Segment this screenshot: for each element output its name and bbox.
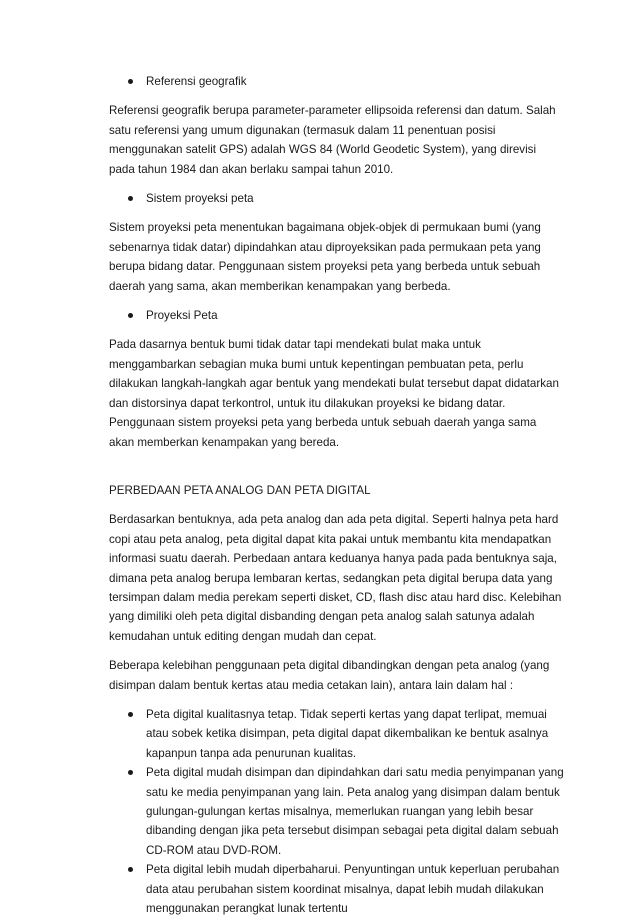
paragraph-sistem-proyeksi: Sistem proyeksi peta menentukan bagaimana objek-objek di permukaan bumi (yang sebenarnya tidak datar) dipindahkan atau diproyeksikan pada permukaan peta yang berupa bidang datar. Penggunaan sistem proyeksi peta yang berbeda untuk sebuah daerah yang sama, akan memberikan kenampakan yang berbeda. <box>109 221 541 293</box>
paragraph-proyeksi-peta: Pada dasarnya bentuk bumi tidak datar tapi mendekati bulat maka untuk menggambarkan sebagian muka bumi untuk kepentingan pembuatan peta, perlu dilakukan langkah-langkah agar bentuk yang mendekati bulat tersebut dapat didatarkan dan distorsinya dapat terkontrol, untuk itu dilakukan proyeksi ke bidang datar. Penggunaan sistem proyeksi peta yang berbeda untuk sebuah daerah yanga sama akan memberkan kenampakan yang bereda. <box>109 338 559 449</box>
paragraph-bentuk-peta: Berdasarkan bentuknya, ada peta analog dan ada peta digital. Seperti halnya peta hard copi atau peta analog, peta digital dapat kita pakai untuk membantu kita mendapatkan informasi suatu daerah. Perbedaan antara keduanya hanya pada pada bentuknya saja, dimana peta analog berupa lembaran kertas, sedangkan peta digital berupa data yang tersimpan dalam media perekam seperti disket, CD, flash disc atau hard disc. Kelebihan yang dimiliki oleh peta digital disbanding dengan peta analog salah satunya adalah kemudahan untuk editing dengan mudah dan cepat. <box>109 513 562 643</box>
paragraph-kelebihan-intro: Beberapa kelebihan penggunaan peta digital dibandingkan dengan peta analog (yang disimpan dalam bentuk kertas atau media cetakan lain), antara lain dalam hal : <box>109 659 550 692</box>
document-page <box>109 72 564 918</box>
bullet-heading-proyeksi-peta: Proyeksi Peta <box>109 306 564 325</box>
bullet-heading-referensi-geografik: Referensi geografik <box>109 72 564 91</box>
paragraph-referensi-geografik: Referensi geografik berupa parameter-parameter ellipsoida referensi dan datum. Salah satu referensi yang umum digunakan (termasuk dalam 11 penentuan posisi menggunakan satelit GPS) adalah WGS 84 (World Geodetic System), yang direvisi pada tahun 1984 dan akan berlaku sampai tahun 2010. <box>109 104 556 176</box>
advantages-list <box>109 705 564 918</box>
list-item: Peta digital kualitasnya tetap. Tidak seperti kertas yang dapat terlipat, memuai atau sobek ketika disimpan, peta digital dapat dikembalikan ke bentuk asalnya kapanpun tanpa ada penurunan kualitas. <box>109 705 564 763</box>
list-item: Peta digital mudah disimpan dan dipindahkan dari satu media penyimpanan yang satu ke media penyimpanan yang lain. Peta analog yang disimpan dalam bentuk gulungan-gulungan kertas misalnya, memerlukan ruangan yang lebih besar dibanding dengan jika peta tersebut disimpan sebagai peta digital dalam sebuah CD-ROM atau DVD-ROM. <box>109 763 564 860</box>
bullet-heading-sistem-proyeksi: Sistem proyeksi peta <box>109 189 564 208</box>
list-item: Peta digital lebih mudah diperbaharui. Penyuntingan untuk keperluan perubahan data atau perubahan sistem koordinat misalnya, dapat lebih mudah dilakukan menggunakan perangkat lunak tertentu <box>109 860 564 918</box>
section-heading: PERBEDAAN PETA ANALOG DAN PETA DIGITAL <box>109 483 371 497</box>
